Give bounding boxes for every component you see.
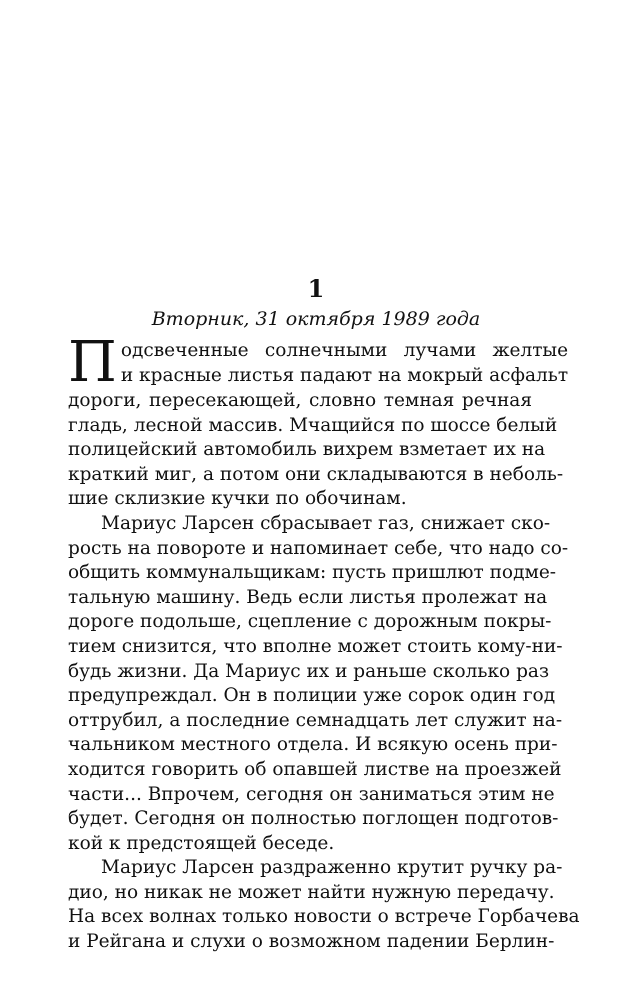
text-line: тальную машину. Ведь если листья пролежат на bbox=[68, 586, 548, 608]
text-line: предупреждал. Он в полиции уже сорок один год bbox=[68, 685, 556, 707]
text-line: чальником местного отдела. И всякую осень при- bbox=[68, 734, 558, 756]
text-line: полицейский автомобиль вихрем взметает их на bbox=[68, 439, 546, 461]
text-line: одсвеченные солнечными лучами желтые bbox=[120, 340, 569, 361]
body-text bbox=[68, 330, 580, 955]
drop-cap: П bbox=[68, 330, 117, 395]
text-line: тием снизится, что вполне может стоить кому-ни- bbox=[68, 635, 563, 657]
drop-cap-lines bbox=[121, 339, 568, 388]
text-line: будет. Сегодня он полностью поглощен подготов- bbox=[68, 808, 559, 830]
text-line: оттрубил, а последние семнадцать лет служит на- bbox=[68, 709, 563, 731]
text-line: На всех волнах только новости о встрече Горбачева bbox=[68, 906, 580, 928]
text-line: дороги, пересекающей, словно темная речная bbox=[68, 390, 532, 411]
text-line: краткий миг, а потом они складываются в неболь- bbox=[68, 463, 564, 485]
text-line: рость на повороте и напоминает себе, что надо со- bbox=[68, 537, 569, 559]
chapter-date: Вторник, 31 октября 1989 года bbox=[151, 308, 481, 330]
text-line: будь жизни. Да Мариус их и раньше сколько раз bbox=[68, 660, 550, 682]
text-line: Мариус Ларсен раздраженно крутит ручку ра- bbox=[101, 857, 563, 879]
text-line: шие склизкие кучки по обочинам. bbox=[68, 488, 407, 510]
text-line: общить коммунальщикам: пусть пришлют подме- bbox=[68, 562, 557, 584]
text-line: дио, но никак не может найти нужную передачу. bbox=[68, 881, 555, 903]
text-line: части... Впрочем, сегодня он заниматься этим не bbox=[68, 783, 555, 805]
text-line: дороге подольше, сцепление с дорожным покры- bbox=[68, 611, 552, 633]
text-line: Мариус Ларсен сбрасывает газ, снижает ско- bbox=[101, 512, 551, 534]
chapter-number: 1 bbox=[307, 274, 325, 303]
text-line: гладь, лесной массив. Мчащийся по шоссе белый bbox=[68, 414, 558, 436]
text-line: кой к предстоящей беседе. bbox=[68, 832, 335, 854]
text-line: и красные листья падают на мокрый асфальт bbox=[120, 364, 569, 386]
text-line: ходится говорить об опавшей листве на проезжей bbox=[68, 758, 562, 780]
text-line: и Рейгана и слухи о возможном падении Берлин- bbox=[68, 931, 555, 953]
first-paragraph-opening bbox=[68, 330, 569, 395]
